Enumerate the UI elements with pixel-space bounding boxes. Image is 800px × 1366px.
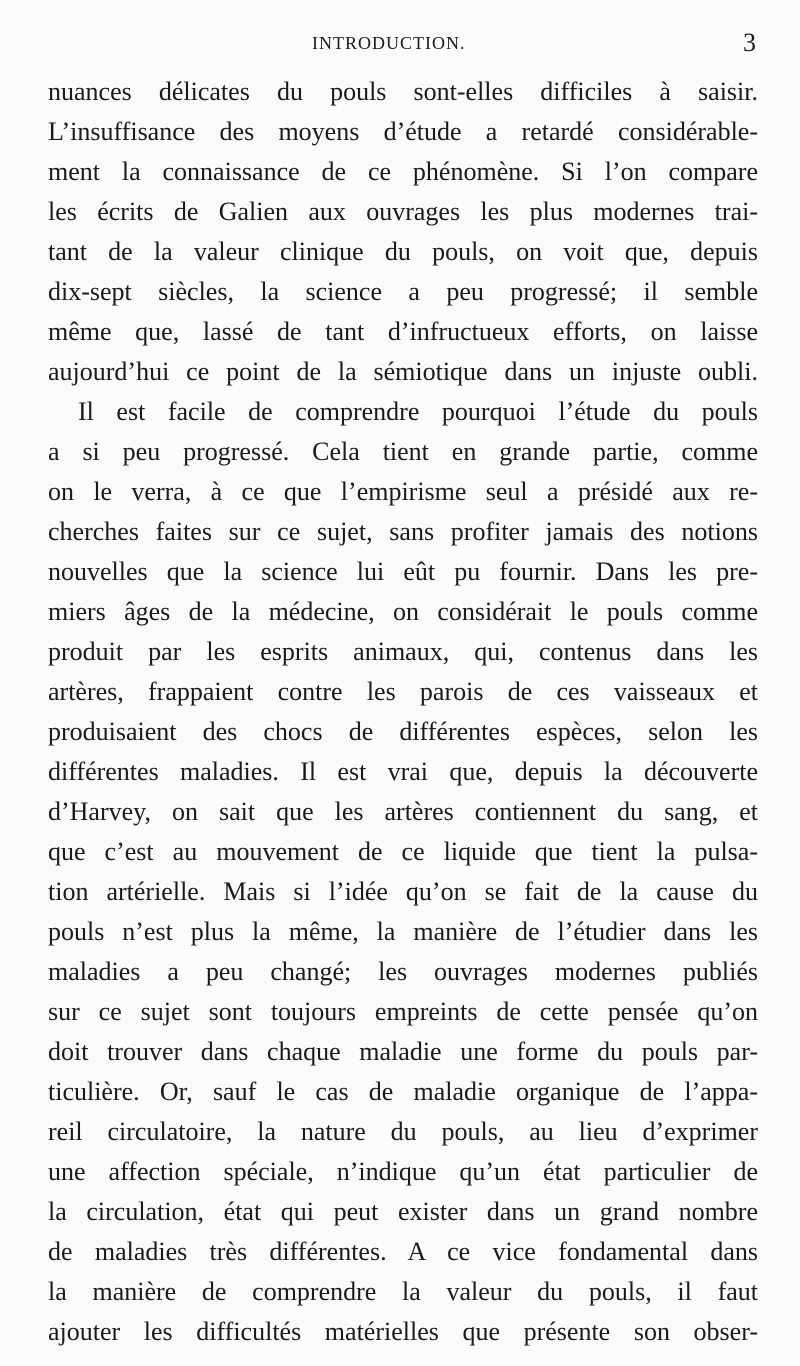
text-line: pouls n’est plus la même, la manière de l’étudier dans les [48,917,758,946]
text-line: reil circulatoire, la nature du pouls, au lieu d’exprimer [48,1117,758,1146]
text-line: artères, frappaient contre les parois de ces vaisseaux et [48,677,758,706]
text-line: la circulation, état qui peut exister dans un grand nombre [48,1197,758,1226]
text-line: ticulière. Or, sauf le cas de maladie organique de l’appa- [48,1077,758,1106]
text-line: tant de la valeur clinique du pouls, on voit que, depuis [48,237,758,266]
text-line: les écrits de Galien aux ouvrages les plus modernes trai- [48,197,758,226]
text-line: ment la connaissance de ce phénomène. Si l’on compare [48,157,758,186]
running-head: INTRODUCTION. [312,33,466,53]
text-line: dix-sept siècles, la science a peu progressé; il semble [48,277,758,306]
text-line: nuances délicates du pouls sont-elles difficiles à saisir. [48,77,758,106]
text-line: doit trouver dans chaque maladie une forme du pouls par- [48,1037,758,1066]
page-header [0,30,800,60]
text-line: produisaient des chocs de différentes espèces, selon les [48,717,758,746]
text-line: L’insuffisance des moyens d’étude a retardé considérable- [48,117,758,146]
text-line: une affection spéciale, n’indique qu’un état particulier de [48,1157,758,1186]
text-line: produit par les esprits animaux, qui, contenus dans les [48,637,758,666]
page-number: 3 [743,28,756,57]
text-line: on le verra, à ce que l’empirisme seul a présidé aux re- [48,477,758,506]
text-line: cherches faites sur ce sujet, sans profiter jamais des notions [48,517,758,546]
text-line: aujourd’hui ce point de la sémiotique dans un injuste oubli. [48,357,758,386]
text-line: tion artérielle. Mais si l’idée qu’on se fait de la cause du [48,877,758,906]
text-line: même que, lassé de tant d’infructueux efforts, on laisse [48,317,758,346]
text-line: ajouter les difficultés matérielles que présente son obser- [48,1317,758,1346]
text-line: nouvelles que la science lui eût pu fournir. Dans les pre- [48,557,758,586]
text-line: que c’est au mouvement de ce liquide que tient la pulsa- [48,837,758,866]
body-text [48,72,758,1352]
text-line: sur ce sujet sont toujours empreints de cette pensée qu’on [48,997,758,1026]
text-line: d’Harvey, on sait que les artères contiennent du sang, et [48,797,758,826]
text-line: la manière de comprendre la valeur du pouls, il faut [48,1277,758,1306]
text-line: a si peu progressé. Cela tient en grande partie, comme [48,437,758,466]
text-line: différentes maladies. Il est vrai que, depuis la découverte [48,757,758,786]
text-line: miers âges de la médecine, on considérait le pouls comme [48,597,758,626]
text-line: de maladies très différentes. A ce vice fondamental dans [48,1237,758,1266]
text-line: maladies a peu changé; les ouvrages modernes publiés [48,957,758,986]
paragraph-start-line: Il est facile de comprendre pourquoi l’étude du pouls [78,397,758,426]
